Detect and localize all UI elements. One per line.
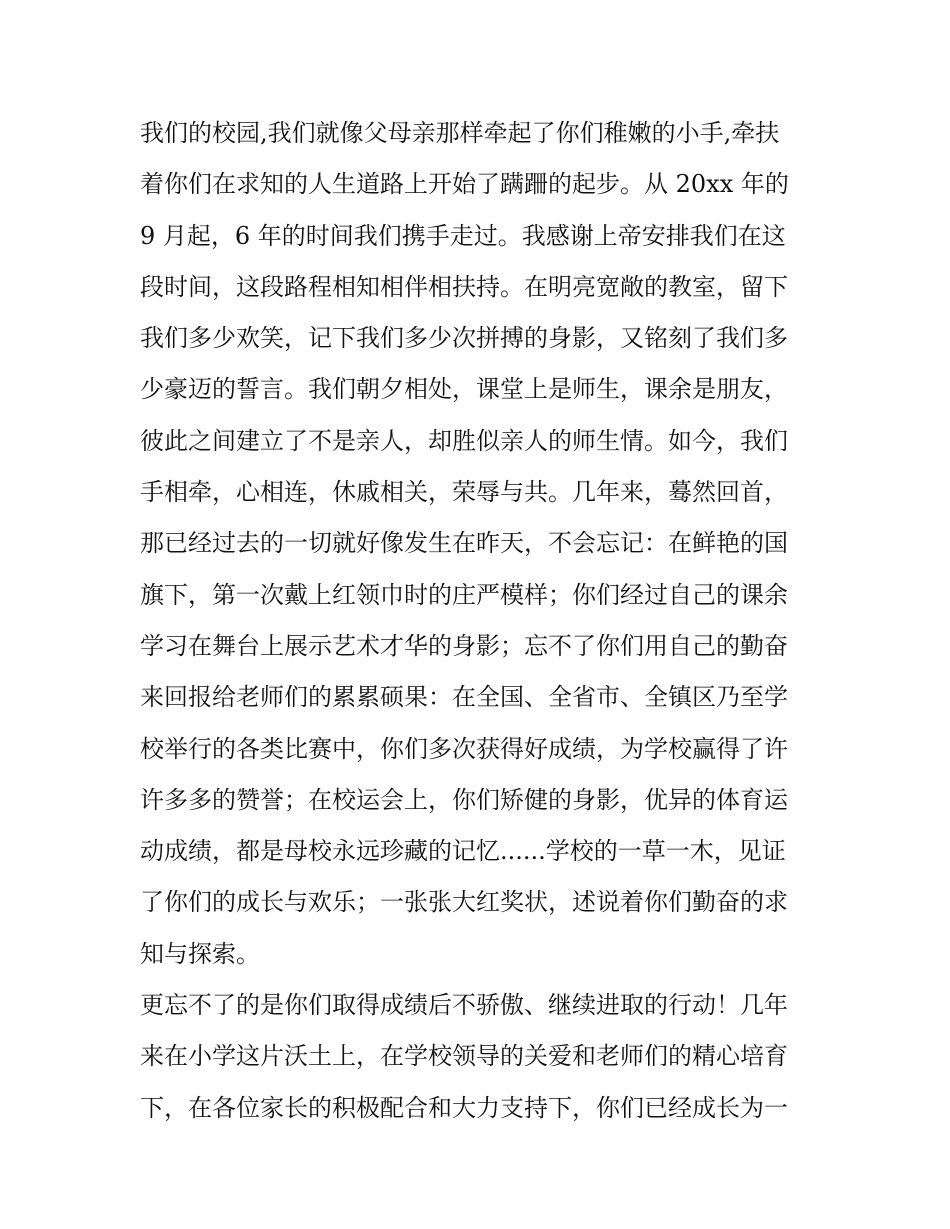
text-line-12: 来回报给老师们的累累硕果：在全国、全省市、全镇区乃至学	[140, 683, 788, 712]
text-line-3: 9 月起，6 年的时间我们携手走过。我感谢上帝安排我们在这	[140, 221, 786, 250]
text-line-2: 着你们在求知的人生道路上开始了蹒跚的起步。从 20xx 年的	[140, 170, 789, 199]
text-line-9: 那已经过去的一切就好像发生在昨天，不会忘记：在鲜艳的国	[140, 529, 788, 558]
text-line-15: 动成绩，都是母校永远珍藏的记忆......学校的一草一木，见证	[140, 837, 786, 866]
text-line-13: 校举行的各类比赛中，你们多次获得好成绩，为学校赢得了许	[140, 734, 788, 763]
text-line-5: 我们多少欢笑，记下我们多少次拼搏的身影，又铭刻了我们多	[140, 324, 788, 353]
text-line-14: 许多多的赞誉；在校运会上，你们矫健的身影，优异的体育运	[140, 785, 788, 814]
text-line-4: 段时间，这段路程相知相伴相扶持。在明亮宽敞的教室，留下	[140, 272, 788, 301]
body-text	[140, 108, 820, 1134]
text-line-8: 手相牵，心相连，休戚相关，荣辱与共。几年来，蓦然回首，	[140, 478, 788, 507]
text-line-19: 来在小学这片沃土上，在学校领导的关爱和老师们的精心培育	[140, 1042, 788, 1071]
text-line-11: 学习在舞台上展示艺术才华的身影；忘不了你们用自己的勤奋	[140, 631, 788, 660]
text-line-6: 少豪迈的誓言。我们朝夕相处，课堂上是师生，课余是朋友，	[140, 375, 788, 404]
text-line-10: 旗下，第一次戴上红领巾时的庄严模样；你们经过自己的课余	[140, 580, 788, 609]
text-line-1: 我们的校园,我们就像父母亲那样牵起了你们稚嫩的小手,牵扶	[140, 119, 780, 147]
text-line-18: 更忘不了的是你们取得成绩后不骄傲、继续进取的行动！几年	[140, 991, 788, 1020]
text-line-20: 下，在各位家长的积极配合和大力支持下，你们已经成长为一	[140, 1093, 788, 1122]
text-line-17: 知与探索。	[140, 939, 260, 968]
text-line-7: 彼此之间建立了不是亲人，却胜似亲人的师生情。如今，我们	[140, 426, 788, 455]
text-line-16: 了你们的成长与欢乐；一张张大红奖状，述说着你们勤奋的求	[140, 888, 788, 917]
